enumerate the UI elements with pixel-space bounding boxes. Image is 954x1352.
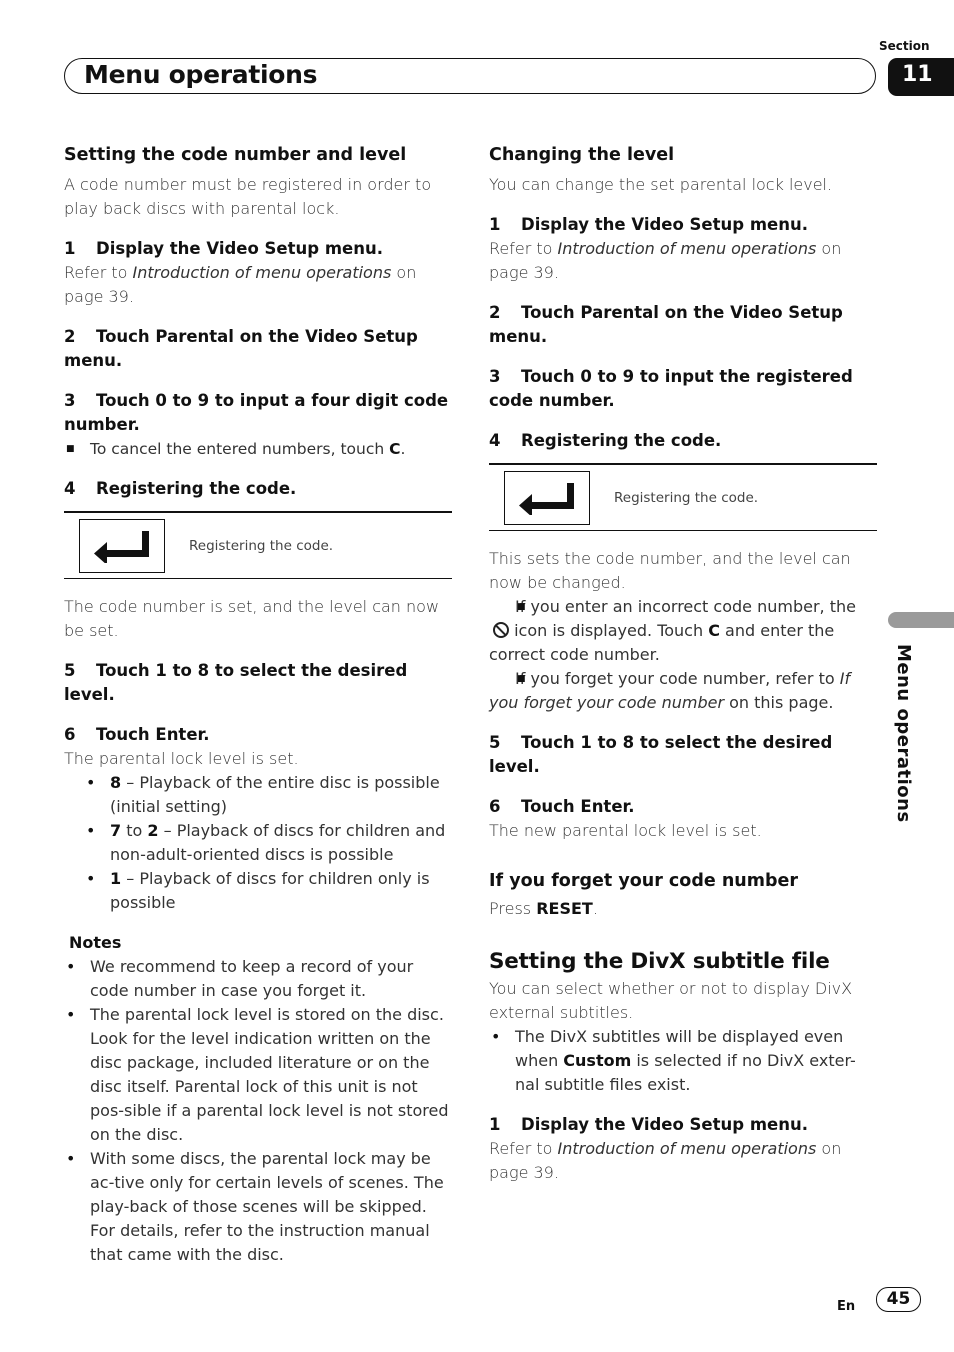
step-2: 2 Touch Parental on the Video Setup menu. [489, 303, 843, 346]
step-3-note: ■ To cancel the entered numbers, touch C. [64, 437, 452, 461]
side-section-label: Menu operations [893, 644, 914, 823]
step-1-ref: Refer to Introduction of menu operations on page 39. [64, 263, 417, 306]
enter-button-illustration [504, 471, 590, 525]
step-1: 1 Display the Video Setup menu. [489, 1115, 808, 1134]
step-2: 2 Touch Parental on the Video Setup menu. [64, 327, 418, 370]
right-column [489, 143, 877, 1185]
step-1-ref: Refer to Introduction of menu operations on page 39. [489, 239, 842, 282]
box-caption: Registering the code. [614, 489, 759, 506]
paragraph: A code number must be registered in order to play back discs with parental lock. [64, 175, 432, 218]
left-column [64, 143, 452, 1267]
note-item: ■ If you forget your code number, refer to If you forget your code number on this page. [489, 667, 877, 715]
list-item: • 7 to 2 – Playback of discs for children and non-adult-oriented discs is possible [64, 819, 452, 867]
note-item: • The parental lock level is stored on the disc. Look for the level indication written on the disc package, included literature or on the disc itself. Parental lock of this unit is not pos-sible if a parental lock level is not stored on the disc. [64, 1003, 452, 1147]
enter-return-icon [515, 481, 579, 515]
side-tab-marker [888, 612, 954, 628]
enter-figure [489, 463, 877, 531]
heading-divx-subtitle: Setting the DivX subtitle file [489, 949, 830, 974]
box-caption: Registering the code. [189, 537, 334, 554]
enter-button-illustration [79, 519, 165, 573]
enter-figure [64, 511, 452, 579]
step-1-ref: Refer to Introduction of menu operations on page 39. [489, 1139, 842, 1182]
heading-forget-code: If you forget your code number [489, 871, 798, 891]
paragraph: Press RESET. [489, 899, 598, 918]
paragraph: You can change the set parental lock level. [489, 175, 833, 194]
step-4: 4 Registering the code. [64, 479, 297, 498]
notes-heading: Notes [69, 933, 122, 952]
paragraph: This sets the code number, and the level can now be changed. [489, 549, 851, 592]
heading-setting-code: Setting the code number and level [64, 145, 407, 165]
paragraph: The code number is set, and the level can now be set. [64, 597, 440, 640]
step-4: 4 Registering the code. [489, 431, 722, 450]
paragraph: The new parental lock level is set. [489, 821, 762, 840]
language-label: En [837, 1299, 856, 1314]
list-item: • 1 – Playback of discs for children only is possible [64, 867, 452, 915]
step-1: 1 Display the Video Setup menu. [489, 215, 808, 234]
list-item: • 8 – Playback of the entire disc is possible (initial setting) [64, 771, 452, 819]
note-item: • We recommend to keep a record of your code number in case you forget it. [64, 955, 452, 1003]
paragraph: You can select whether or not to display DivX external subtitles. [489, 979, 853, 1022]
page-title: Menu operations [84, 60, 318, 89]
no-entry-icon [493, 622, 509, 638]
step-3: 3 Touch 0 to 9 to input the registered code number. [489, 367, 853, 410]
step-5: 5 Touch 1 to 8 to select the desired level. [489, 733, 833, 776]
step-1: 1 Display the Video Setup menu. [64, 239, 383, 258]
note-item: • With some discs, the parental lock may be ac-tive only for certain levels of scenes. The play-back of those scenes will be skipped. For details, refer to the instruction manual that came with the disc. [64, 1147, 452, 1267]
paragraph: The parental lock level is set. [64, 749, 299, 768]
enter-return-icon [90, 529, 154, 563]
step-3: 3 Touch 0 to 9 to input a four digit code number. [64, 391, 449, 434]
section-number-tab: 11 [888, 58, 954, 96]
step-5: 5 Touch 1 to 8 to select the desired level. [64, 661, 408, 704]
step-6: 6 Touch Enter. [64, 725, 210, 744]
list-item: • The DivX subtitles will be displayed even when Custom is selected if no DivX exter-nal subtitle files exist. [489, 1025, 877, 1097]
page-number: 45 [876, 1287, 921, 1312]
heading-changing-level: Changing the level [489, 145, 675, 165]
step-6: 6 Touch Enter. [489, 797, 635, 816]
note-item: ■ If you enter an incorrect code number, the icon is displayed. Touch C and enter the correct code number. [489, 595, 877, 667]
section-label: Section [879, 39, 930, 53]
